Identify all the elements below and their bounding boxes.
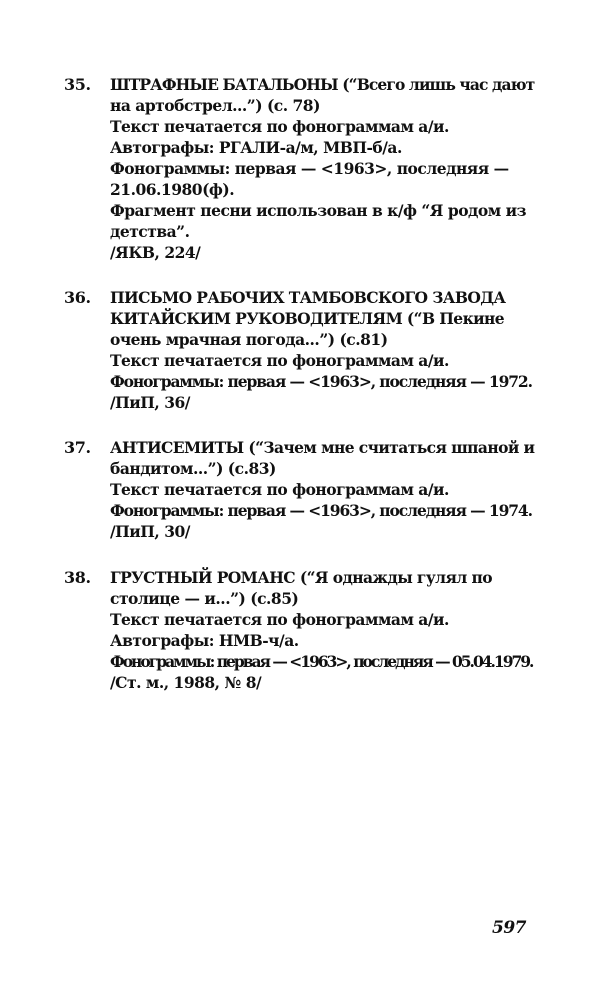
entry-number: 37. [64,438,91,457]
entry-source-line: /ПиП, 30/ [110,522,190,541]
entry-number: 38. [64,568,91,587]
entry-title-line: столице — и...”) (с.85) [110,589,299,608]
entry-text-line: Фонограммы: первая — <1963>, последняя — 05.04.1979. [110,652,533,671]
entry-body [110,287,534,413]
entry-text-line: Фонограммы: первая — <1963>, последняя — 1974. [110,501,532,520]
entry-body [110,74,534,263]
entry-text-line: 21.06.1980(ф). [110,180,235,199]
entry-text-line: Автографы: РГАЛИ-а/м, МВП-б/а. [110,138,402,157]
entry-number: 36. [64,288,91,307]
entry-title-line: КИТАЙСКИМ РУКОВОДИТЕЛЯМ (“В Пекине [110,309,505,328]
entry-source-line: /ПиП, 36/ [110,393,190,412]
entry-title-line: ПИСЬМО РАБОЧИХ ТАМБОВСКОГО ЗАВОДА [110,288,506,307]
entry-title-line: бандитом...”) (с.83) [110,459,276,478]
entry-body [110,437,534,542]
entry-title-line: очень мрачная погода...”) (с.81) [110,330,388,349]
entry-text-line: Фонограммы: первая — <1963>, последняя — 1972. [110,372,532,391]
entry-source-line: /Ст. м., 1988, № 8/ [110,673,262,692]
entry-title-line: ШТРАФНЫЕ БАТАЛЬОНЫ (“Всего лишь час дают [110,75,535,94]
entry-text-line: Фонограммы: первая — <1963>, последняя — [110,159,509,178]
entry-text-line: Текст печатается по фонограммам а/и. [110,610,449,629]
entry-text-line: Текст печатается по фонограммам а/и. [110,480,449,499]
entry-number: 35. [64,75,91,94]
entry-title-line: на артобстрел...”) (с. 78) [110,96,320,115]
entry-text-line: детства”. [110,222,190,241]
entry-text-line: Автографы: НМВ-ч/а. [110,631,299,650]
page-number: 597 [492,918,526,938]
entry-title-line: ГРУСТНЫЙ РОМАНС (“Я однажды гулял по [110,568,492,587]
entry-title-line: АНТИСЕМИТЫ (“Зачем мне считаться шпаной и [110,438,535,457]
entry-source-line: /ЯКВ, 224/ [110,243,201,262]
entry-text-line: Текст печатается по фонограммам а/и. [110,117,449,136]
entry-text-line: Текст печатается по фонограммам а/и. [110,351,449,370]
entry-text-line: Фрагмент песни использован в к/ф “Я родом из [110,201,526,220]
entry-body [110,567,534,693]
